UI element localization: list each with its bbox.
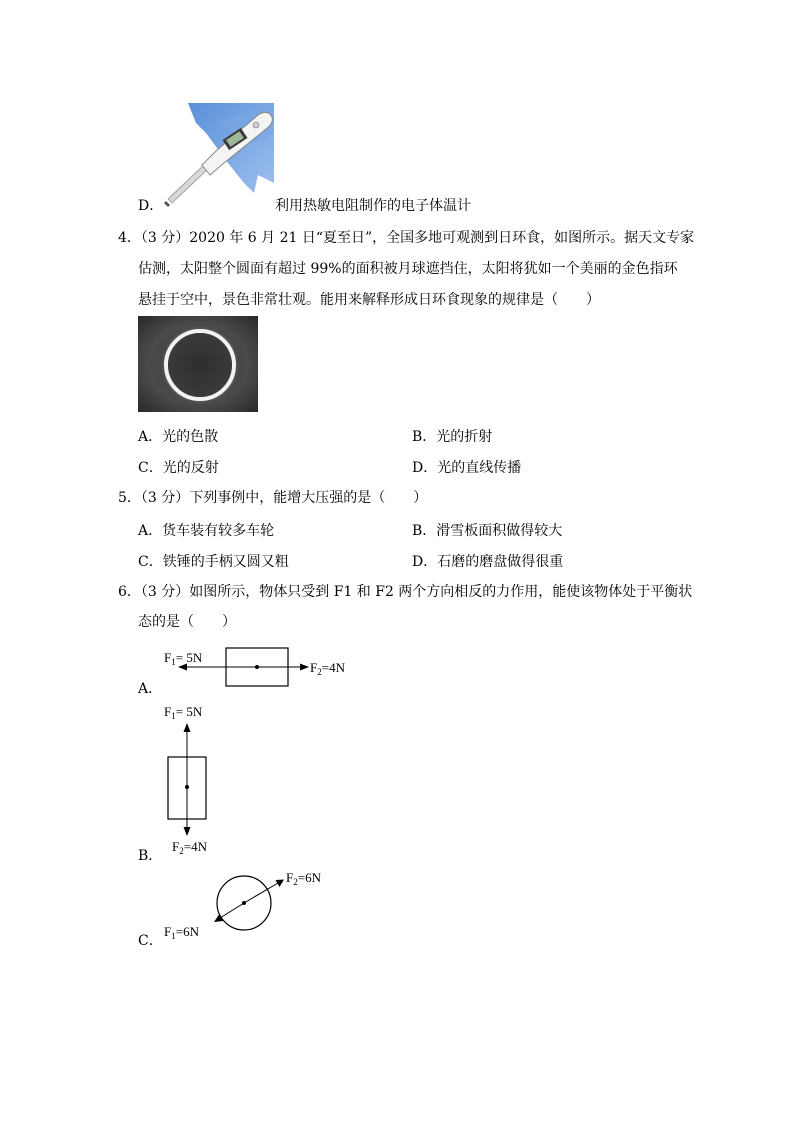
q3-option-d-caption: 利用热敏电阻制作的电子体温计 — [275, 198, 471, 214]
force-label-f2: $F_2=6N$ — [286, 870, 321, 887]
q5-option-a: A．货车装有较多车轮 — [138, 523, 275, 539]
q4-option-c: C．光的反射 — [138, 460, 219, 476]
q4-stem-line-1: 4．（3 分）2020 年 6 月 21 日“夏至日”，全国多地可观测到日环食，如图所示。据天文专家 — [118, 230, 695, 246]
q6-diagram-a — [160, 645, 360, 693]
q6-option-a-letter: A． — [138, 681, 163, 697]
q4-stem-line-3: 悬挂于空中，景色非常壮观。能用来解释形成日环食现象的规律是（ ） — [138, 292, 600, 308]
q6-stem-line-2: 态的是（ ） — [138, 614, 236, 630]
arrow-up-icon — [184, 723, 191, 732]
q6-stem-line-1: 6．（3 分）如图所示，物体只受到 F1 和 F2 两个方向相反的力作用，能使该物体处于平衡状 — [118, 584, 693, 600]
force-label-f1: $F_1= 5N$ — [164, 704, 203, 721]
q6-option-b-letter: B． — [138, 848, 163, 864]
force-label-f2: $F_2=4N$ — [172, 839, 207, 856]
q5-stem: 5．（3 分）下列事例中，能增大压强的是（ ） — [118, 490, 428, 506]
force-label-f2: $F_2=4N$ — [310, 660, 345, 677]
arrow-down-icon — [184, 827, 191, 836]
q4-stem-line-2: 估测，太阳整个圆面有超过 99%的面积被月球遮挡住，太阳将犹如一个美丽的金色指环 — [138, 261, 678, 277]
q3-option-d-letter: D． — [138, 198, 164, 214]
q4-option-b: B．光的折射 — [412, 429, 493, 445]
q5-option-b: B．滑雪板面积做得较大 — [412, 523, 563, 539]
q6-option-c-letter: C． — [138, 933, 163, 949]
q4-option-d: D．光的直线传播 — [412, 460, 522, 476]
q5-option-c: C．铁锤的手柄又圆又粗 — [138, 554, 289, 570]
force-label-f1: $F_1=6N$ — [164, 924, 199, 941]
q4-option-a: A．光的色散 — [138, 429, 219, 445]
q6-diagram-c — [160, 868, 350, 946]
q6-diagram-b — [160, 702, 240, 862]
annular-eclipse-image — [138, 316, 258, 412]
thermometer-image — [158, 103, 274, 211]
force-label-f1: $F_1= 5N$ — [164, 650, 203, 667]
q5-option-d: D．石磨的磨盘做得很重 — [412, 554, 564, 570]
arrow-right-icon — [300, 664, 309, 671]
